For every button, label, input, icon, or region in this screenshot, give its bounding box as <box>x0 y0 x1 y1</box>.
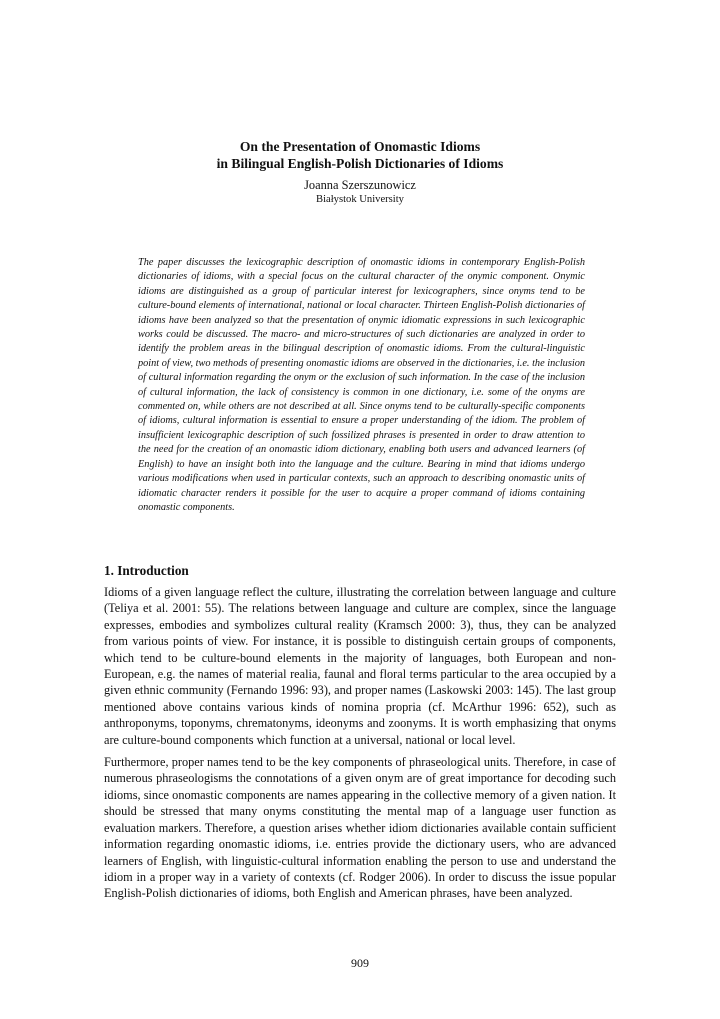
abstract: The paper discusses the lexicographic description of onomastic idioms in contemporary English-Polish dictionaries of idioms, with a special focus on the cultural character of the onymic component. Onymic idioms are distinguished as a group of particular interest for lexicographers, since onyms tend to be culture-bound elements of international, national or local character. Thirteen English-Polish dictionaries of idioms have been analyzed so that the presentation of onymic idiomatic expressions in such lexicographic works could be discussed. The macro- and micro-structures of such dictionaries are analyzed in order to identify the problem areas in the bilingual description of onomastic idioms. From the cultural-linguistic point of view, two methods of presenting onomastic idioms are observed in the dictionaries, i.e. the inclusion of cultural information regarding the onym or the exclusion of such information. In the case of the inclusion of cultural information, the lack of consistency is common in one dictionary, i.e. some of the onyms are commented on, while others are not described at all. Since onyms tend to be culturally-specific components of idioms, cultural information is essential to ensure a proper understanding of the idiom. The problem of insufficient lexicographic description of such fossilized phrases is presented in order to draw attention to the need for the creation of an onomastic idiom dictionary, enabling both users and advanced learners (of English) to have an insight both into the language and the culture. Bearing in mind that idioms undergo various modifications when used in particular contexts, such an approach to describing onomastic units of idiomatic character renders it possible for the user to acquire a proper command of idioms containing onomastic components. <box>138 257 585 513</box>
author-affiliation: Białystok University <box>316 194 404 205</box>
section-heading-introduction: 1. Introduction <box>104 563 189 578</box>
body-paragraph-1: Idioms of a given language reflect the culture, illustrating the correlation between language and culture (Teliya et al. 2001: 55). The relations between language and culture are complex, since the language expresses, embodies and symbolizes cultural reality (Kramsch 2000: 3), thus, they can be analyzed from various points of view. For instance, it is possible to distinguish certain groups of components, which tend to be culture-bound elements in the majority of languages, both European and non-European, e.g. the names of material realia, faunal and floral terms particular to the area occupied by a given ethnic community (Fernando 1996: 93), and proper names (Laskowski 2003: 145). The last group mentioned above contains various kinds of nomina propria (cf. McArthur 1996: 652), such as anthroponyms, toponyms, chrematonyms, ideonyms and zoonyms. It is worth emphasizing that onyms are culture-bound components which function at a universal, national or local level. <box>104 585 616 747</box>
author-name: Joanna Szerszunowicz <box>304 178 416 192</box>
body-text <box>104 584 616 908</box>
page-number: 909 <box>351 956 369 970</box>
body-paragraph-2: Furthermore, proper names tend to be the key components of phraseological units. Therefore, in case of numerous phraseologisms the connotations of a given onym are of great importance for decoding such idioms, since onomastic components are names appearing in the collective memory of a given nation. It should be stressed that many onyms constituting the mental map of a language user function as evaluation markers. Therefore, a question arises whether idiom dictionaries available contain sufficient information regarding onomastic idioms, i.e. entries provide the dictionary users, who are advanced learners of English, with linguistic-cultural information enabling the person to use and understand the idiom in a proper way in a variety of contexts (cf. Rodger 2006). In order to discuss the issue popular English-Polish dictionaries of idioms, both English and American phrases, have been analyzed. <box>104 755 616 901</box>
title-block <box>0 138 720 207</box>
paper-title-line-2: in Bilingual English-Polish Dictionaries of Idioms <box>216 156 504 171</box>
paper-title-line-1: On the Presentation of Onomastic Idioms <box>239 139 481 154</box>
